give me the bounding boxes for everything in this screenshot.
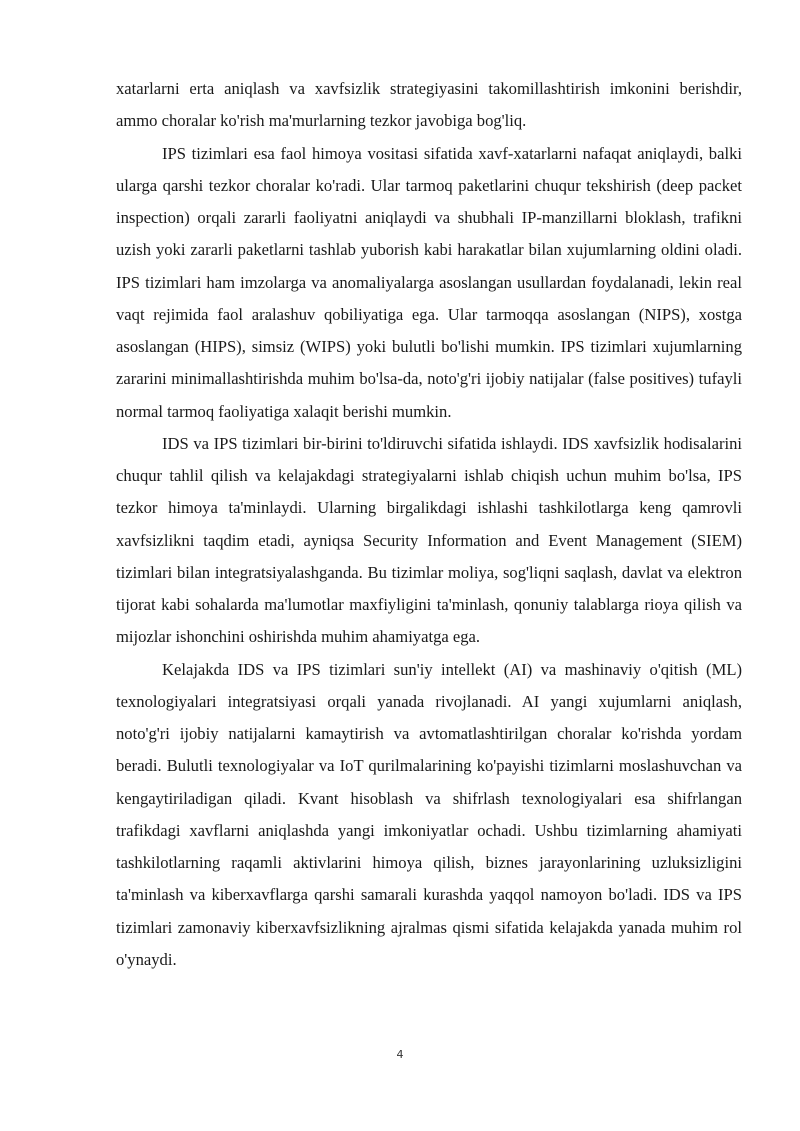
paragraph-continued: xatarlarni erta aniqlash va xavfsizlik strategiyasini takomillashtirish imkonini berishdir, ammo choralar ko'rish ma'murlarning tezkor javobiga bog'liq. — [116, 79, 742, 131]
body-text — [116, 73, 742, 976]
page-number: 4 — [396, 1048, 404, 1061]
paragraph-ids-ips-complement: IDS va IPS tizimlari bir-birini to'ldiruvchi sifatida ishlaydi. IDS xavfsizlik hodisalarini chuqur tahlil qilish va kelajakdagi strategiyalarni ishlab chiqish uchun muhim bo'lsa, IPS tezkor himoya ta'minlaydi. Ularning birgalikdagi ishlashi tashkilotlarga keng qamrovli xavfsizlikni taqdim etadi, ayniqsa Security Information and Event Management (SIEM) tizimlari bilan integratsiyalashganda. Bu tizimlar moliya, sog'liqni saqlash, davlat va elektron tijorat kabi sohalarda ma'lumotlar maxfiyligini ta'minlash, qonuniy talablarga rioya qilish va mijozlar ishonchini oshirishda muhim ahamiyatga ega. — [116, 433, 742, 647]
paragraph-ips: IPS tizimlari esa faol himoya vositasi sifatida xavf-xatarlarni nafaqat aniqlaydi, balki ularga qarshi tezkor choralar ko'radi. Ular tarmoq paketlarini chuqur tekshirish (deep packet inspection) orqali zararli faoliyatni aniqlaydi va shubhali IP-manzillarni bloklash, trafikni uzish yoki zararli paketlarni tashlab yuborish kabi harakatlar bilan xujumlarning oldini oladi. IPS tizimlari ham imzolarga va anomaliyalarga asoslangan usullardan foydalanadi, lekin real vaqt rejimida faol aralashuv qobiliyatiga ega. Ular tarmoqqa asoslangan (NIPS), xostga asoslangan (HIPS), simsiz (WIPS) yoki bulutli bo'lishi mumkin. IPS tizimlari xujumlarning zararini minimallashtirishda muhim bo'lsa-da, noto'g'ri ijobiy natijalar (false positives) tufayli normal tarmoq faoliyatiga xalaqit berishi mumkin. — [116, 143, 742, 421]
paragraph-future: Kelajakda IDS va IPS tizimlari sun'iy intellekt (AI) va mashinaviy o'qitish (ML) texnologiyalari integratsiyasi orqali yanada rivojlanadi. AI yangi xujumlarni aniqlash, noto'g'ri ijobiy natijalarni kamaytirish va avtomatlashtirilgan choralar ko'rishda yordam beradi. Bulutli texnologiyalar va IoT qurilmalarining ko'payishi tizimlarni moslashuvchan va kengaytiriladigan qiladi. Kvant hisoblash va shifrlash texnologiyalari esa shifrlangan trafikdagi xavflarni aniqlashda yangi imkoniyatlar ochadi. Ushbu tizimlarning ahamiyati tashkilotlarning raqamli aktivlarini himoya qilish, biznes jarayonlarining uzluksizligini ta'minlash va kiberxavflarga qarshi samarali kurashda yaqqol namoyon bo'ladi. IDS va IPS tizimlari zamonaviy kiberxavfsizlikning ajralmas qismi sifatida kelajakda yanada muhim rol o'ynaydi. — [116, 659, 742, 969]
